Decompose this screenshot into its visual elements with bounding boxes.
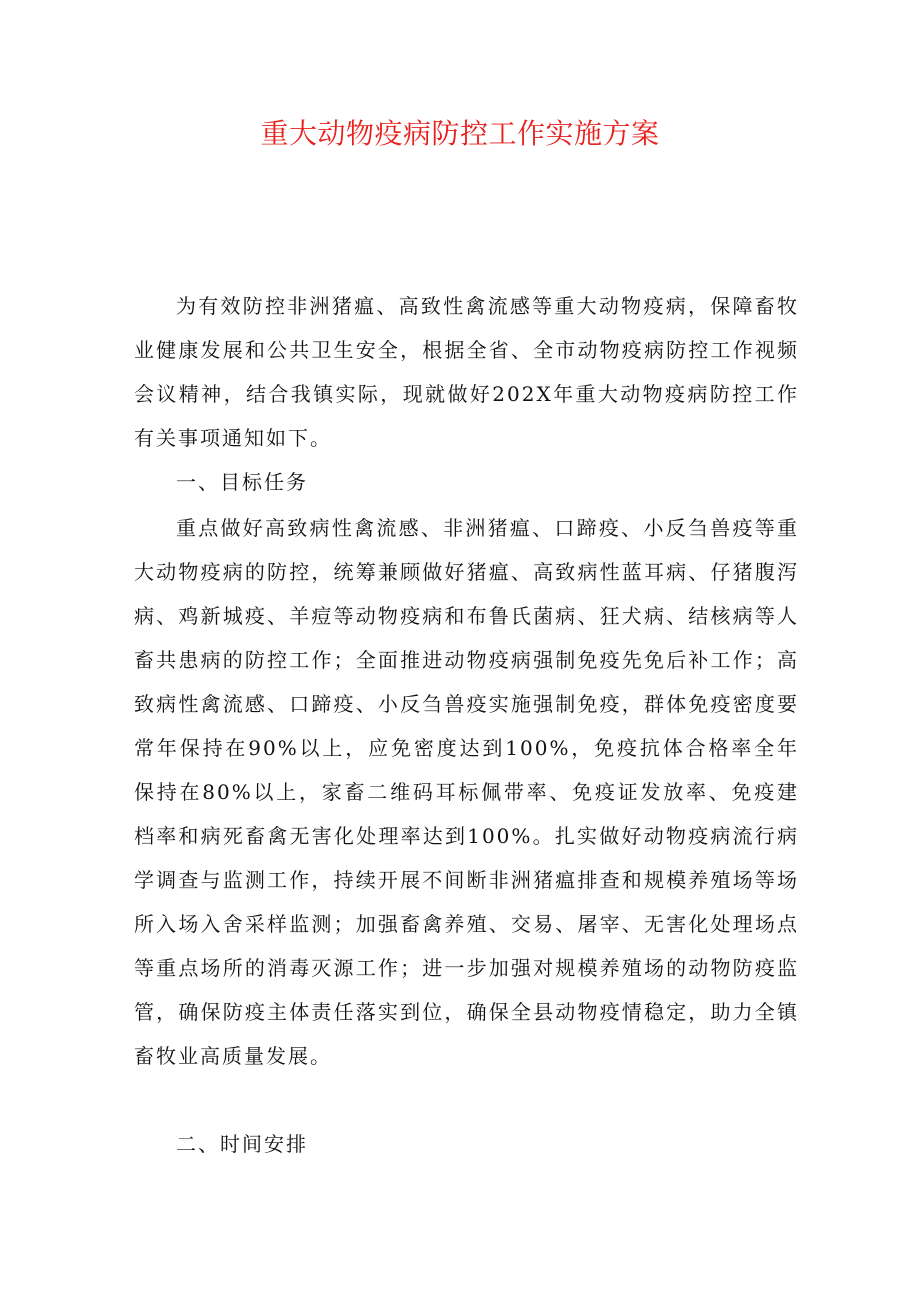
- intro-paragraph: 为有效防控非洲猪瘟、高致性禽流感等重大动物疫病，保障畜牧业健康发展和公共卫生安全，根据全省、全市动物疫病防控工作视频会议精神，结合我镇实际，现就做好202X年重大动物疫病防控工作有关事项通知如下。: [134, 294, 799, 450]
- document-title: 重大动物疫病防控工作实施方案: [260, 117, 660, 150]
- section-body-goals: 重点做好高致病性禽流感、非洲猪瘟、口蹄疫、小反刍兽疫等重大动物疫病的防控，统筹兼顾做好猪瘟、高致病性蓝耳病、仔猪腹泻病、鸡新城疫、羊痘等动物疫病和布鲁氏菌病、狂犬病、结核病等人畜共患病的防控工作；全面推进动物疫病强制免疫先免后补工作；高致病性禽流感、口蹄疫、小反刍兽疫实施强制免疫，群体免疫密度要常年保持在90%以上，应免密度达到100%，免疫抗体合格率全年保持在80%以上，家畜二维码耳标佩带率、免疫证发放率、免疫建档率和病死畜禽无害化处理率达到100%。扎实做好动物疫病流行病学调查与监测工作，持续开展不间断非洲猪瘟排查和规模养殖场等场所入场入舍采样监测；加强畜禽养殖、交易、屠宰、无害化处理场点等重点场所的消毒灭源工作；进一步加强对规模养殖场的动物防疫监管，确保防疫主体责任落实到位，确保全县动物疫情稳定，助力全镇畜牧业高质量发展。: [134, 516, 799, 1068]
- document-body: [134, 284, 799, 1166]
- section-heading-goals: 一、目标任务: [176, 470, 308, 494]
- section-heading-schedule: 二、时间安排: [176, 1132, 308, 1156]
